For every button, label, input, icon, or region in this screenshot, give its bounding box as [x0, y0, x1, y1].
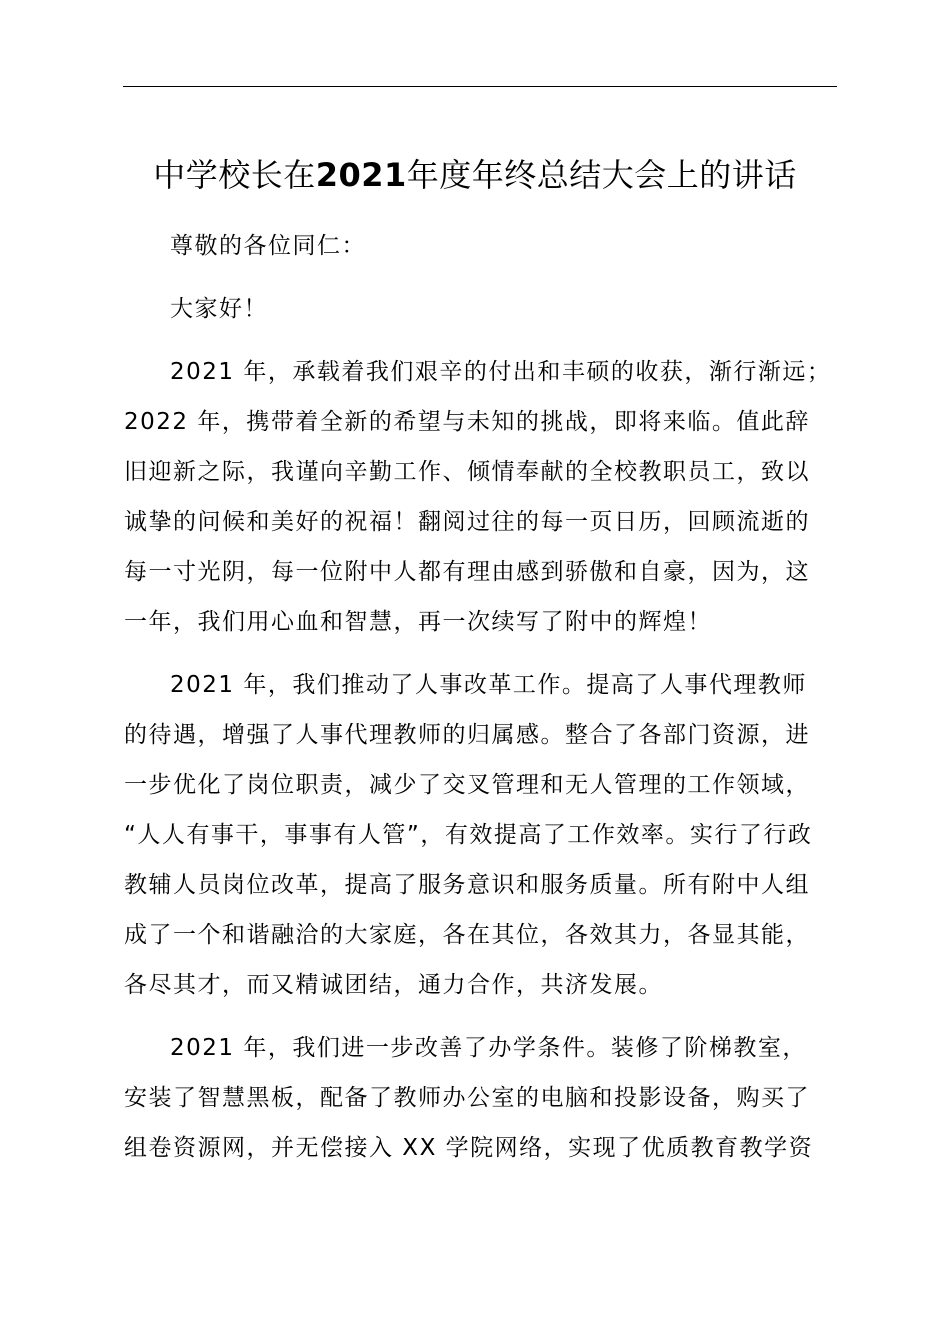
text-line: 的待遇，增强了人事代理教师的归属感。整合了各部门资源，进: [124, 722, 810, 748]
text-line: 每一寸光阴，每一位附中人都有理由感到骄傲和自豪，因为，这: [124, 559, 810, 585]
text-line: 尊敬的各位同仁：: [170, 233, 366, 259]
text-line: 2021 年，承载着我们艰辛的付出和丰硕的收获，渐行渐远；: [170, 359, 832, 385]
title-suffix: 年度年终总结大会上的讲话: [406, 156, 797, 194]
text-line: “人人有事干，事事有人管”，有效提高了工作效率。实行了行政: [124, 822, 813, 848]
text-line: 2022 年，携带着全新的希望与未知的挑战，即将来临。值此辞: [124, 409, 810, 435]
text-line: 诚挚的问候和美好的祝福！翻阅过往的每一页日历，回顾流逝的: [124, 509, 810, 535]
paragraph-facilities: [124, 1023, 840, 1173]
paragraph-personnel-reform: [124, 660, 840, 1010]
text-line: 各尽其才，而又精诚团结，通力合作，共济发展。: [124, 972, 663, 998]
text-line: 2021 年，我们进一步改善了办学条件。装修了阶梯教室，: [170, 1035, 807, 1061]
text-line: 一步优化了岗位职责，减少了交叉管理和无人管理的工作领域，: [124, 772, 810, 798]
document-title: [0, 148, 950, 202]
text-line: 旧迎新之际，我谨向辛勤工作、倾情奉献的全校教职员工，致以: [124, 459, 810, 485]
text-line: 大家好！: [170, 296, 268, 322]
text-line: 安装了智慧黑板，配备了教师办公室的电脑和投影设备，购买了: [124, 1085, 810, 1111]
document-body: [124, 221, 840, 1186]
header-rule: [123, 86, 837, 87]
title-prefix: 中学校长在: [153, 156, 316, 194]
text-line: 2021 年，我们推动了人事改革工作。提高了人事代理教师: [170, 672, 807, 698]
paragraph-salutation: [124, 221, 840, 271]
paragraph-greeting: [124, 284, 840, 334]
title-year: 2021: [315, 156, 407, 194]
text-line: 一年，我们用心血和智慧，再一次续写了附中的辉煌！: [124, 609, 712, 635]
text-line: 组卷资源网，并无偿接入 XX 学院网络，实现了优质教育教学资: [124, 1135, 814, 1161]
text-line: 教辅人员岗位改革，提高了服务意识和服务质量。所有附中人组: [124, 872, 810, 898]
paragraph-intro: [124, 347, 840, 647]
text-line: 成了一个和谐融洽的大家庭，各在其位，各效其力，各显其能，: [124, 922, 810, 948]
